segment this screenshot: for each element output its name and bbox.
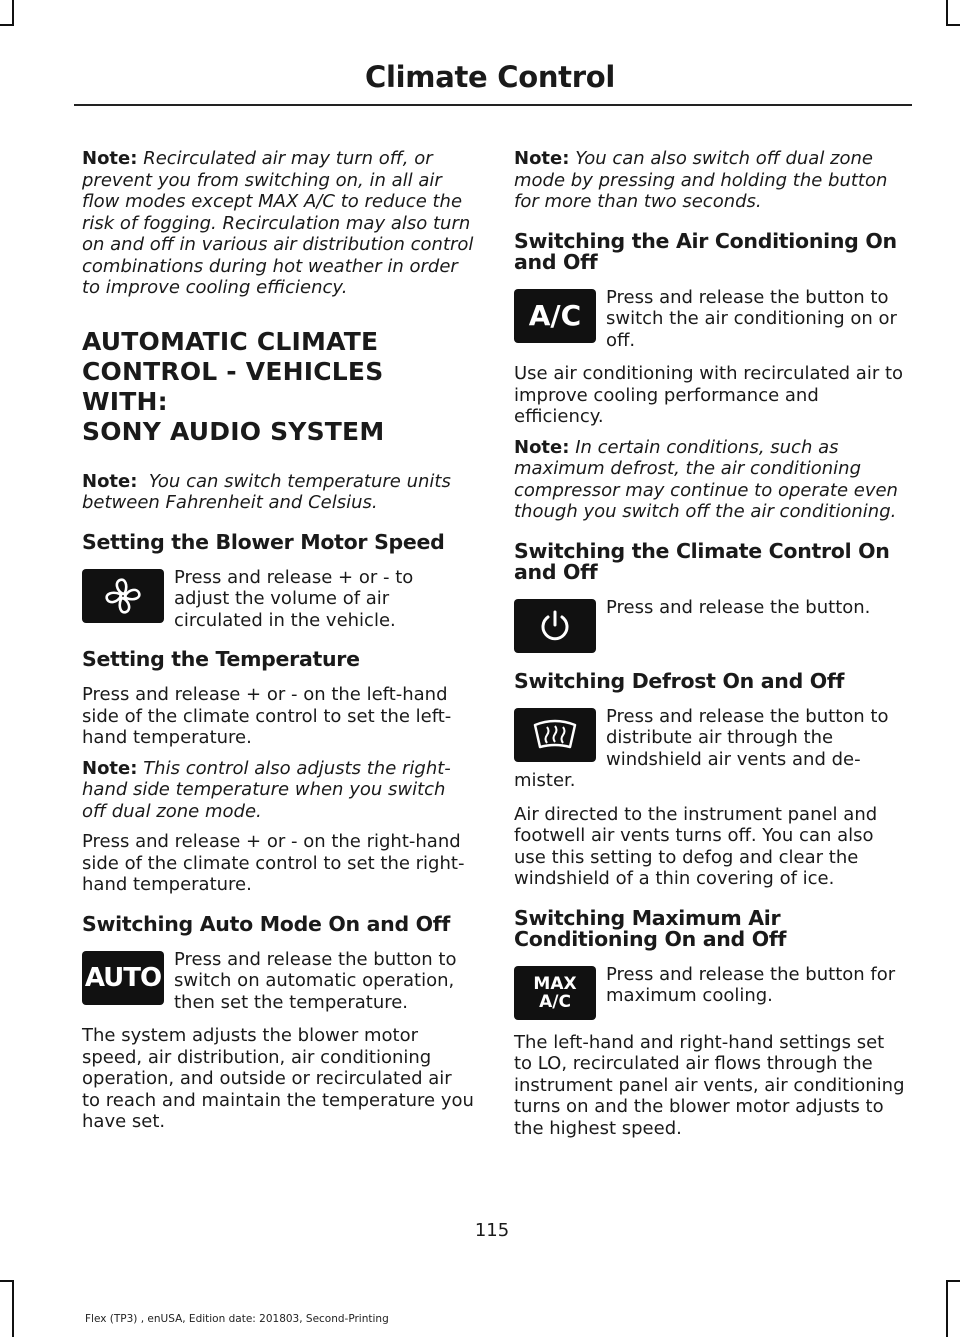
note-temperature-units: Note: You can switch temperature units between Fahrenheit and Celsius. <box>82 470 451 513</box>
auto-text: Press and release the button to switch on automatic operation, then set the temperature. <box>174 948 457 1013</box>
note-dual-zone-off: Note: You can also switch off dual zone mode by pressing and holding the button for more than two seconds. <box>514 148 888 212</box>
heading-temperature: Setting the Temperature <box>82 647 360 671</box>
page-number: 115 <box>474 1220 510 1241</box>
note-recirculation: Note: Recirculated air may turn off, or prevent you from switching on, in all air flow modes except MAX A/C to reduce the risk of fogging. Recirculation may also turn on and off in various air distribution control combinations during hot weather in order to improve cooling efficiency. <box>82 148 474 298</box>
ac-description: Use air conditioning with recirculated air to improve cooling performance and efficiency. <box>514 363 904 427</box>
header-divider <box>74 104 912 106</box>
ac-instruction <box>514 287 906 352</box>
windshield-defrost-icon <box>514 708 596 762</box>
fan-icon <box>82 569 164 623</box>
crop-mark <box>0 24 14 26</box>
crop-mark <box>946 1280 948 1337</box>
blower-instruction <box>82 567 474 632</box>
note-dual-zone: Note: This control also adjusts the right-hand side temperature when you switch off dual zone mode. <box>82 757 451 822</box>
power-instruction <box>514 597 906 653</box>
crop-mark <box>0 1280 14 1282</box>
ac-button-icon: A/C <box>514 289 596 343</box>
defrost-description: Air directed to the instrument panel and footwell air vents turns off. You can also use this setting to defog and clear the windshield of a thin covering of ice. <box>514 803 878 889</box>
heading-blower-speed: Setting the Blower Motor Speed <box>82 529 445 554</box>
heading-air-conditioning: Switching the Air Conditioning On and Off <box>514 228 897 274</box>
temperature-right-text: Press and release + or - on the right-hand side of the climate control to set the right-hand temperature. <box>82 831 465 895</box>
blower-text: Press and release + or - to adjust the volume of air circulated in the vehicle. <box>174 566 414 631</box>
heading-max-ac: Switching Maximum Air Conditioning On and Off <box>514 905 787 951</box>
auto-button-icon: AUTO <box>82 951 164 1005</box>
power-icon <box>514 599 596 653</box>
section-heading: AUTOMATIC CLIMATE CONTROL - VEHICLES WITH: SONY AUDIO SYSTEM <box>82 326 385 446</box>
auto-description: The system adjusts the blower motor speed, air distribution, air conditioning operation, and outside or recirculated air to reach and maintain the temperature you have set. <box>82 1025 474 1132</box>
max-ac-description: The left-hand and right-hand settings set to LO, recirculated air flows through the instrument panel air vents, air conditioning turns on and the blower motor adjusts to the highest speed. <box>514 1031 905 1139</box>
crop-mark <box>946 24 960 26</box>
crop-mark <box>946 1280 960 1282</box>
ac-text: Press and release the button to switch the air conditioning on or off. <box>606 286 897 351</box>
crop-mark <box>946 0 948 26</box>
crop-mark <box>12 0 14 26</box>
heading-auto-mode: Switching Auto Mode On and Off <box>82 911 451 936</box>
left-column <box>82 148 474 1142</box>
power-text: Press and release the button. <box>606 596 871 618</box>
temperature-left-text: Press and release + or - on the left-hand side of the climate control to set the left-hand temperature. <box>82 684 452 748</box>
note-ac-compressor: Note: In certain conditions, such as maximum defrost, the air conditioning compressor may continue to operate even though you switch off the air conditioning. <box>514 436 898 522</box>
right-column <box>514 148 906 1148</box>
crop-mark <box>12 1280 14 1337</box>
heading-defrost: Switching Defrost On and Off <box>514 668 845 693</box>
max-ac-text: Press and release the button for maximum cooling. <box>606 963 896 1006</box>
auto-instruction <box>82 949 474 1014</box>
max-ac-button-icon: MAX A/C <box>514 966 596 1020</box>
defrost-instruction <box>514 706 906 792</box>
page-title: Climate Control <box>365 60 615 94</box>
heading-climate-power: Switching the Climate Control On and Off <box>514 538 890 584</box>
footer-edition: Flex (TP3) , enUSA, Edition date: 201803, Second-Printing <box>85 1313 389 1325</box>
max-ac-instruction <box>514 964 906 1020</box>
defrost-text: Press and release the button to distribute air through the windshield air vents and de-mister. <box>514 705 889 791</box>
